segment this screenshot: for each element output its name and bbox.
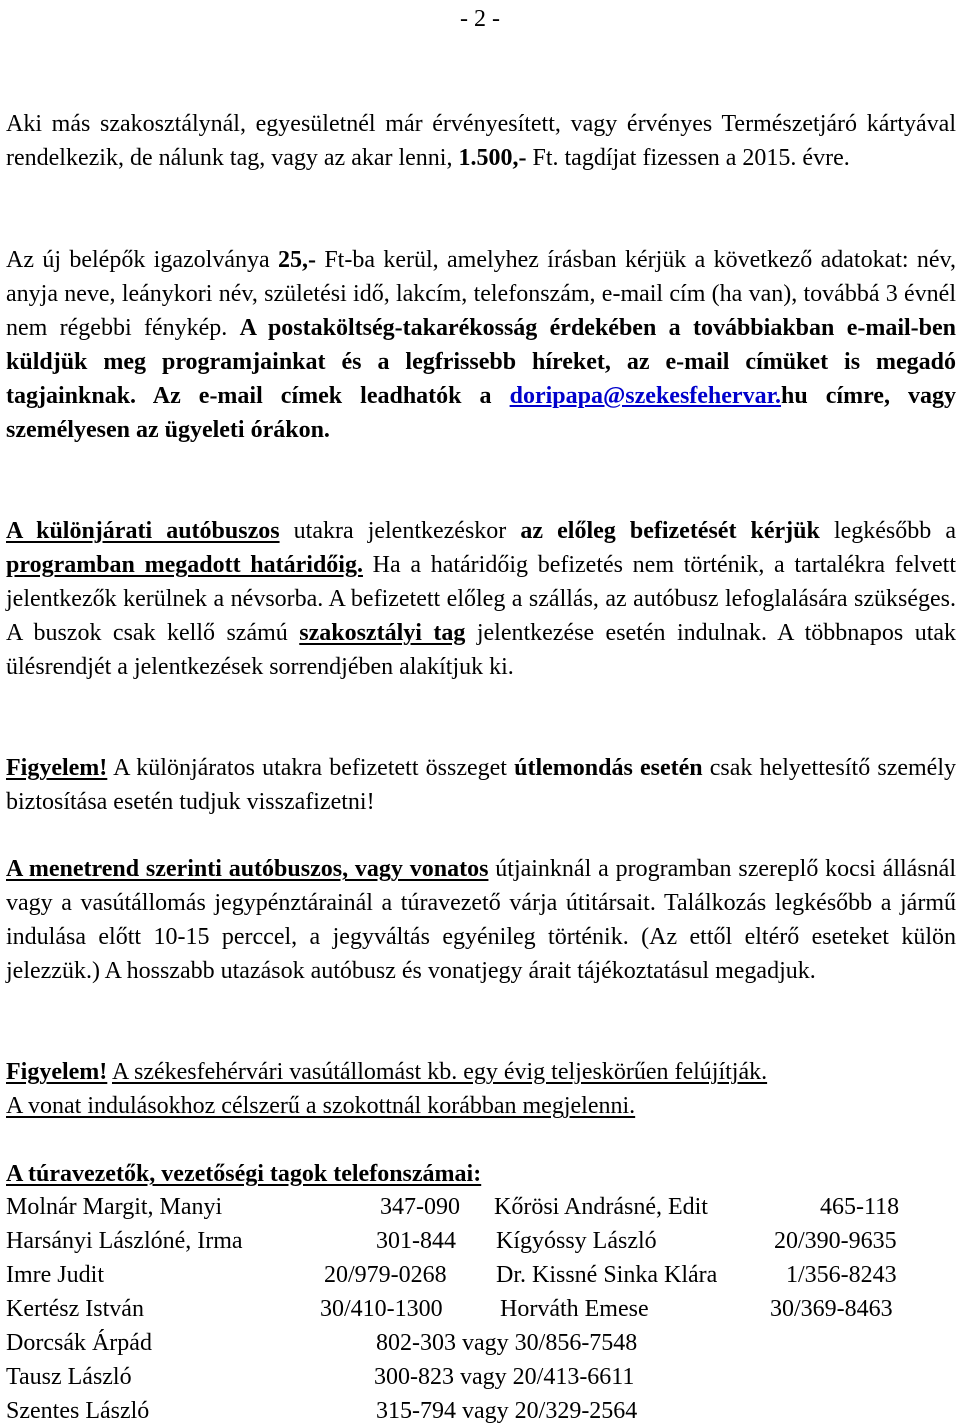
scheduled-trips-paragraph [6,852,956,988]
contacts-heading-text: A túravezetők, vezetőségi tagok telefonszámai: [6,1161,482,1187]
contact-name: Horváth Emese [500,1296,649,1322]
contact-phone: 20/390-9635 [774,1228,897,1254]
contact-name: Kertész István [6,1296,144,1322]
contact-name: Harsányi Lászlóné, Irma [6,1228,243,1254]
new-members-paragraph [6,243,956,447]
contact-name: Dr. Kissné Sinka Klára [496,1262,718,1288]
bus-text-3: Ha a határidőig befizetés nem történik, a tartalékra felvett jelentkezők kerülnek a névsorba. A befizetett előleg a szállás, az autóbusz lefoglalására szükséges. A buszok csak kellő számú [6,552,957,646]
contact-phone: 465-118 [820,1194,900,1220]
id-card-text: Az új belépők igazolványa [6,247,278,273]
contacts-heading [6,1157,956,1191]
station-notice [6,1055,956,1123]
deadline-text: programban megadott határidőig. [6,552,363,578]
special-bus-heading: A különjárati autóbuszos [6,518,280,544]
contact-phone: 1/356-8243 [786,1262,897,1288]
id-card-price: 25,- [277,247,316,273]
contact-phone: 301-844 [376,1228,456,1254]
contact-phone: 315-794 vagy 20/329-2564 [376,1398,638,1424]
bus-text-4: jelentkezése esetén indulnak. A többnapos utak ülésrendjét a jelentkezések sorrendjében alakítjuk ki. [6,620,957,680]
email-link[interactable]: doripapa@szekesfehervar. [509,383,782,409]
contact-name: Kőrösi Andrásné, Edit [494,1194,708,1220]
fee-tail: Ft. tagdíjat fizessen a 2015. évre. [526,145,850,171]
station-renovation-text: A székesfehérvári vasútállomást kb. egy évig teljeskörűen felújítják. [111,1059,768,1085]
contact-name: Dorcsák Árpád [6,1330,152,1356]
cancellation-text: útlemondás esetén [514,755,703,781]
contact-phone: 20/979-0268 [324,1262,447,1288]
fee-text: Aki más szakosztálynál, egyesületnél már érvényesített, vagy érvényes Természetjáró kártyával rendelkezik, de nálunk tag, vagy az akar lenni, [6,111,956,171]
refund-paragraph [6,751,956,819]
contact-phone: 802-303 vagy 30/856-7548 [376,1330,638,1356]
contact-name: Imre Judit [6,1262,104,1288]
contact-name: Kígyóssy László [496,1228,657,1254]
contact-phone: 30/369-8463 [770,1296,893,1322]
scheduled-trips-heading: A menetrend szerinti autóbuszos, vagy vonatos [6,856,489,882]
page-number: - 2 - [460,6,500,32]
bus-text-2: legkésőbb a [819,518,957,544]
required-data-text: Ft-ba kerül, amelyhez írásban kérjük a következő adatokat: név, anyja neve, leánykori név, születési idő, lakcím, telefonszám, e-mail cím (ha van), továbbá 3 évnél nem régebbi fénykép. [6,247,956,341]
contact-phone: 300-823 vagy 20/413-6611 [374,1364,635,1390]
postage-notice-tail: hu címre, vagy személyesen az ügyeleti órákon. [6,383,956,443]
membership-fee-paragraph [6,107,956,175]
postage-notice: A postaköltség-takarékosság érdekében a továbbiakban e-mail-ben küldjük meg programjainkat és a legfrissebb híreket, az e-mail címüket is megadó tagjainknak. Az e-mail címek leadhatók a [6,315,957,409]
contact-name: Tausz László [6,1364,132,1390]
contact-phone: 347-090 [380,1194,460,1220]
bus-trips-paragraph [6,514,956,684]
refund-text-1: A különjáratos utakra befizetett összeget [107,755,515,781]
deposit-request: az előleg befizetését kérjük [520,518,820,544]
contact-name: Molnár Margit, Manyi [6,1194,223,1220]
attention-label-2: Figyelem! [6,1059,108,1085]
contact-name: Szentes László [6,1398,150,1424]
arrive-early-text: A vonat indulásokhoz célszerű a szokottnál korábban megjelenni. [6,1093,636,1119]
scheduled-trips-text: útjainknál a programban szereplő kocsi állásnál vagy a vasútállomás jegypénztárainál a túravezető várja útitársait. Találkozás legkésőbb a jármű indulása előtt 10-15 perccel, a jegyváltás egyénileg történik. (Az ettől eltérő eseteket külön jelezzük.) A hosszabb utazások autóbusz és vonatjegy árait tájékoztatásul megadjuk. [6,856,956,984]
fee-amount: 1.500,- [458,145,527,171]
contact-phone: 30/410-1300 [320,1296,443,1322]
bus-text-1: utakra jelentkezéskor [279,518,521,544]
refund-text-2: csak helyettesítő személy biztosítása esetén tudjuk visszafizetni! [6,755,956,815]
section-member-text: szakosztályi tag [299,620,466,646]
attention-label: Figyelem! [6,755,108,781]
